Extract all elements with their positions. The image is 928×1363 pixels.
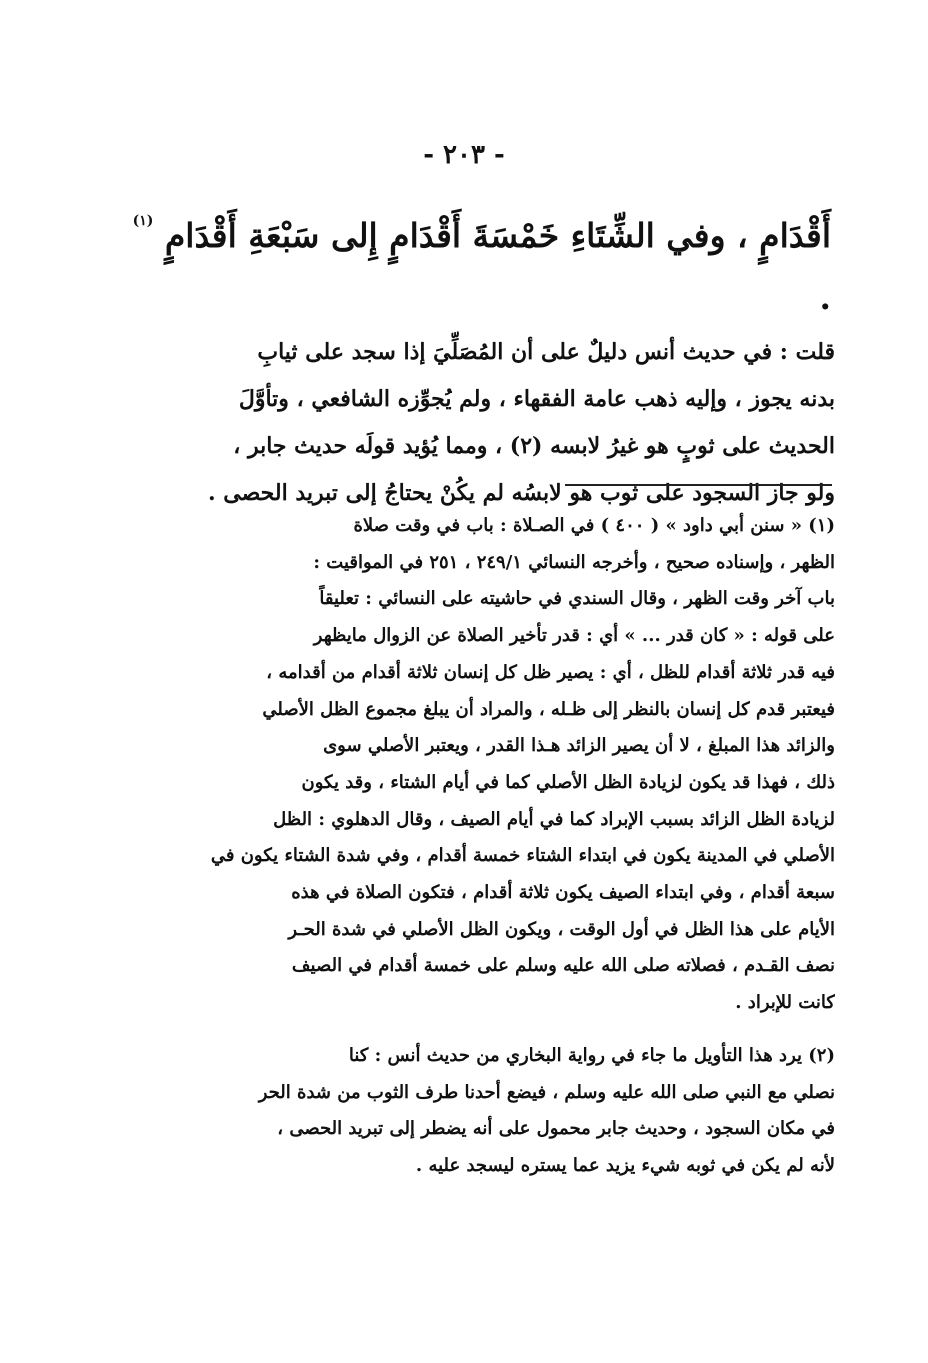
headline-text: أَقْدَامٍ ، وفي الشِّتَاءِ خَمْسَةَ أَقْدَامٍ إِلى سَبْعَةِ أَقْدَامٍ	[164, 216, 831, 255]
footnote-line: باب آخر وقت الظهر ، وقال السندي في حاشيته على النسائي : تعليقاً	[319, 588, 835, 610]
footnote-line: فيعتبر قدم كل إنسان بالنظر إلى ظـله ، والمراد أن يبلغ مجموع الظل الأصلي	[262, 698, 835, 720]
text-line: قلت : في حديث أنس دليلٌ على أن المُصَلِّيَ إذا سجد على ثيابِ	[257, 339, 835, 365]
footnote-line: (٢) يرد هذا التأويل ما جاء في رواية البخاري من حديث أنس : كنا	[348, 1044, 835, 1066]
footnote-line: نصف القـدم ، فصلاته صلى الله عليه وسلم على خمسة أقدام في الصيف	[291, 955, 835, 977]
footnotes	[108, 508, 835, 1185]
footnote-divider	[565, 484, 832, 486]
footnote-line: نصلي مع النبي صلى الله عليه وسلم ، فيضع أحدنا طرف الثوب من شدة الحر	[258, 1081, 835, 1103]
footnote-gap	[108, 1022, 835, 1038]
footnote-1	[108, 508, 835, 1022]
footnote-line: (١) « سنن أبي داود » ( ٤٠٠ ) في الصـلاة : باب في وقت صلاة	[353, 515, 835, 536]
text-line: بدنه يجوز ، وإليه ذهب عامة الفقهاء ، ولم يُجوِّزه الشافعي ، وتأوَّلَ	[238, 386, 835, 412]
footnote-line: فيه قدر ثلاثة أقدام للظل ، أي : يصير ظل كل إنسان ثلاثة أقدام من أقدامه ،	[266, 661, 835, 683]
footnote-line: على قوله : « كان قدر ... » أي : قدر تأخير الصلاة عن الزوال مايظهر	[313, 625, 835, 647]
page-number: - ٢٠٣ -	[423, 140, 505, 170]
footnote-line: لزيادة الظل الزائد بسبب الإبراد كما في أيام الصيف ، وقال الدهلوي : الظل	[273, 808, 835, 830]
headline-end: .	[819, 278, 831, 317]
footnote-line: لأنه لم يكن في ثوبه شيء يزيد عما يستره ليسجد عليه .	[415, 1154, 835, 1176]
footnote-ref-1: (١)	[132, 213, 154, 229]
footnote-line: في مكان السجود ، وحديث جابر محمول على أنه يضطر إلى تبريد الحصى ،	[277, 1118, 835, 1140]
text-line: الحديث على ثوبٍ هو غيرُ لابسه (٢) ، ومما يُؤيد قولَه حديث جابر ،	[233, 433, 835, 459]
main-text	[110, 190, 835, 517]
footnote-line: الأيام على هذا الظل في أول الوقت ، ويكون الظل الأصلي في شدة الحـر	[288, 918, 835, 940]
footnote-line: كانت للإبراد .	[735, 992, 835, 1014]
footnote-line: والزائد هذا المبلغ ، لا أن يصير الزائد هـذا القدر ، ويعتبر الأصلي سوى	[323, 735, 835, 757]
footnote-line: الظهر ، وإسناده صحيح ، وأخرجه النسائي ٢٤٩/١ ، ٢٥١ في المواقيت :	[313, 551, 835, 573]
footnote-line: ذلك ، فهذا قد يكون لزيادة الظل الأصلي كما في أيام الشتاء ، وقد يكون	[301, 771, 835, 793]
footnote-2	[108, 1038, 835, 1185]
footnote-line: الأصلي في المدينة يكون في ابتداء الشتاء خمسة أقدام ، وفي شدة الشتاء يكون في	[210, 845, 835, 867]
headline	[110, 190, 835, 329]
footnote-line: سبعة أقدام ، وفي ابتداء الصيف يكون ثلاثة أقدام ، فتكون الصلاة في هذه	[291, 882, 835, 904]
text-line: ولو جاز السجود على ثوب هو لابسُه لم يكُنْ يحتاجُ إلى تبريد الحصى .	[207, 480, 835, 506]
